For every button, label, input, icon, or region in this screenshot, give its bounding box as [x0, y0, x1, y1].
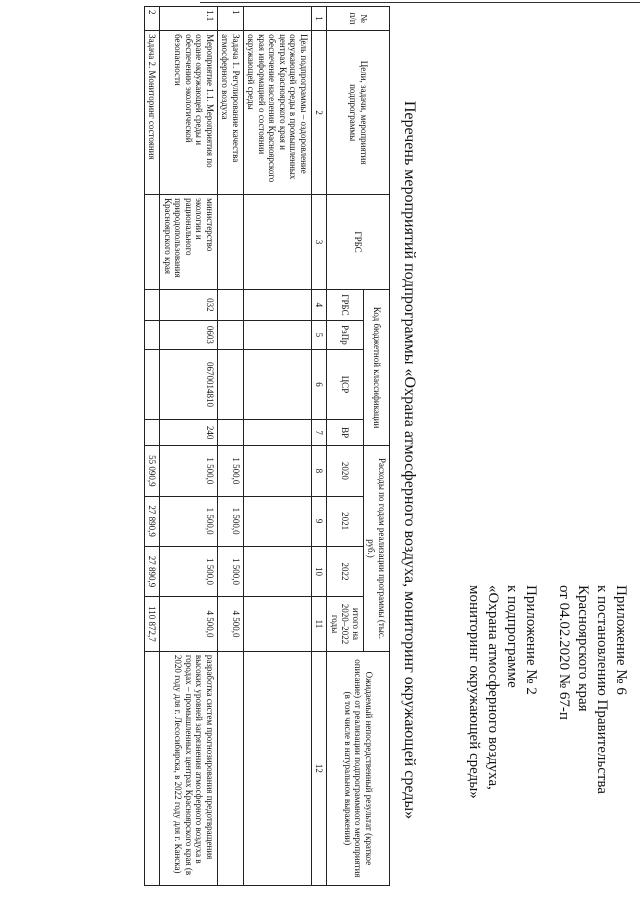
col-num: 5: [312, 320, 328, 349]
row-result: [244, 651, 312, 885]
row-num: 1.1: [160, 7, 218, 31]
table-row: [244, 7, 312, 886]
row-num: [244, 7, 312, 31]
row-vr: [218, 419, 244, 445]
col-num: 9: [312, 496, 328, 546]
measures-table: [144, 6, 390, 886]
header-2021: 2021: [327, 496, 364, 546]
row-2020: 1 500,0: [160, 446, 218, 496]
header-line: мониторинг окружающей среды»: [466, 585, 482, 799]
header-rzpr: РзПр: [327, 320, 364, 349]
table-row: [218, 7, 244, 886]
header-2022: 2022: [327, 546, 364, 596]
header-line: Красноярского края: [575, 585, 591, 712]
header-line: к подпрограмме: [504, 585, 520, 688]
col-num: 7: [312, 419, 328, 445]
table-header-row: [364, 7, 390, 886]
row-grbs: [145, 195, 161, 290]
row-csr: [244, 349, 312, 419]
table-row: [160, 7, 218, 886]
row-rz: 0603: [160, 320, 218, 349]
row-vr: [244, 419, 312, 445]
header-grbs-code: ГРБС: [327, 289, 364, 320]
col-num: 6: [312, 349, 328, 419]
row-2021: 1 500,0: [160, 496, 218, 546]
row-total: [244, 597, 312, 652]
appendix-header: [464, 585, 630, 885]
row-total: 110 872,7: [145, 597, 161, 652]
row-g: [145, 289, 161, 320]
header-line: к постановлению Правительства: [594, 585, 610, 794]
row-2022: 1 500,0: [160, 546, 218, 596]
header-num: № п/п: [327, 7, 390, 31]
col-num: 2: [312, 31, 328, 195]
header-grbs: ГРБС: [327, 195, 390, 290]
header-2020: 2020: [327, 446, 364, 496]
row-grbs: [244, 195, 312, 290]
row-2022: [244, 546, 312, 596]
row-rz: [244, 320, 312, 349]
row-total: 4 500,0: [218, 597, 244, 652]
row-text: Задача 2. Мониторинг состояния: [145, 31, 161, 195]
row-rz: [218, 320, 244, 349]
col-num: 8: [312, 446, 328, 496]
row-total: 4 500,0: [160, 597, 218, 652]
col-num: 4: [312, 289, 328, 320]
table-row: [145, 7, 161, 886]
row-csr: [145, 349, 161, 419]
header-line: от 04.02.2020 № 67-п: [556, 585, 572, 720]
row-2022: 27 890,9: [145, 546, 161, 596]
row-result: [218, 651, 244, 885]
row-text: Цель подпрограммы – оздоровление окружающей среды в промышленных центрах Красноярского края и обеспечение населения Красноярского края информацией о состоянии окружающей среды: [244, 31, 312, 195]
row-2021: 27 890,9: [145, 496, 161, 546]
row-grbs: министерство экологии и рационального природопользования Красноярского края: [160, 195, 218, 290]
row-2020: [244, 446, 312, 496]
row-result: разработка систем прогнозирования предотвращения высоких уровней загрязнения атмосферного воздуха в городах – промышленных центрах Красноярского края (в 2020 году для г. Лесосибирска, в 2022 году для г. Канска): [160, 651, 218, 885]
row-2022: 1 500,0: [218, 546, 244, 596]
row-vr: 240: [160, 419, 218, 445]
row-g: [244, 289, 312, 320]
row-num: 2: [145, 7, 161, 31]
row-result: [145, 651, 161, 885]
col-num: 1: [312, 7, 328, 31]
row-csr: 0670014810: [160, 349, 218, 419]
header-csr: ЦСР: [327, 349, 364, 419]
header-line: Приложение № 6: [613, 585, 629, 695]
col-num: 3: [312, 195, 328, 290]
col-num: 12: [312, 651, 328, 885]
row-grbs: [218, 195, 244, 290]
header-line: Приложение № 2: [523, 585, 539, 695]
header-total: итого на 2020–2022 годы: [327, 597, 364, 652]
row-text: Мероприятие 1.1. Мероприятия по охране окружающей среды и обеспечению экологической безопасности: [160, 31, 218, 195]
header-result: Ожидаемый непосредственный результат (краткое описание) от реализации подпрограммного мероприятия (в том числе в натуральном выражении): [327, 651, 390, 885]
document-title: Перечень мероприятий подпрограммы «Охрана атмосферного воздуха, мониторинг окружающей среды»: [401, 100, 418, 820]
header-goal: Цели, задачи, мероприятия подпрограммы: [327, 31, 390, 195]
row-2021: [244, 496, 312, 546]
column-number-row: [312, 7, 328, 886]
row-2020: 1 500,0: [218, 446, 244, 496]
header-expenses: Расходы по годам реализации программы (тыс. руб.): [364, 446, 390, 652]
header-vr: ВР: [327, 419, 364, 445]
row-2021: 1 500,0: [218, 496, 244, 546]
col-num: 10: [312, 546, 328, 596]
header-line: «Охрана атмосферного воздуха,: [485, 585, 501, 790]
row-g: [218, 289, 244, 320]
col-num: 11: [312, 597, 328, 652]
row-rz: [145, 320, 161, 349]
row-g: 032: [160, 289, 218, 320]
header-budget-code: Код бюджетной классификации: [364, 289, 390, 445]
row-num: 1: [218, 7, 244, 31]
row-2020: 55 090,9: [145, 446, 161, 496]
row-csr: [218, 349, 244, 419]
row-vr: [145, 419, 161, 445]
row-text: Задача 1. Регулирование качества атмосферного воздуха: [218, 31, 244, 195]
